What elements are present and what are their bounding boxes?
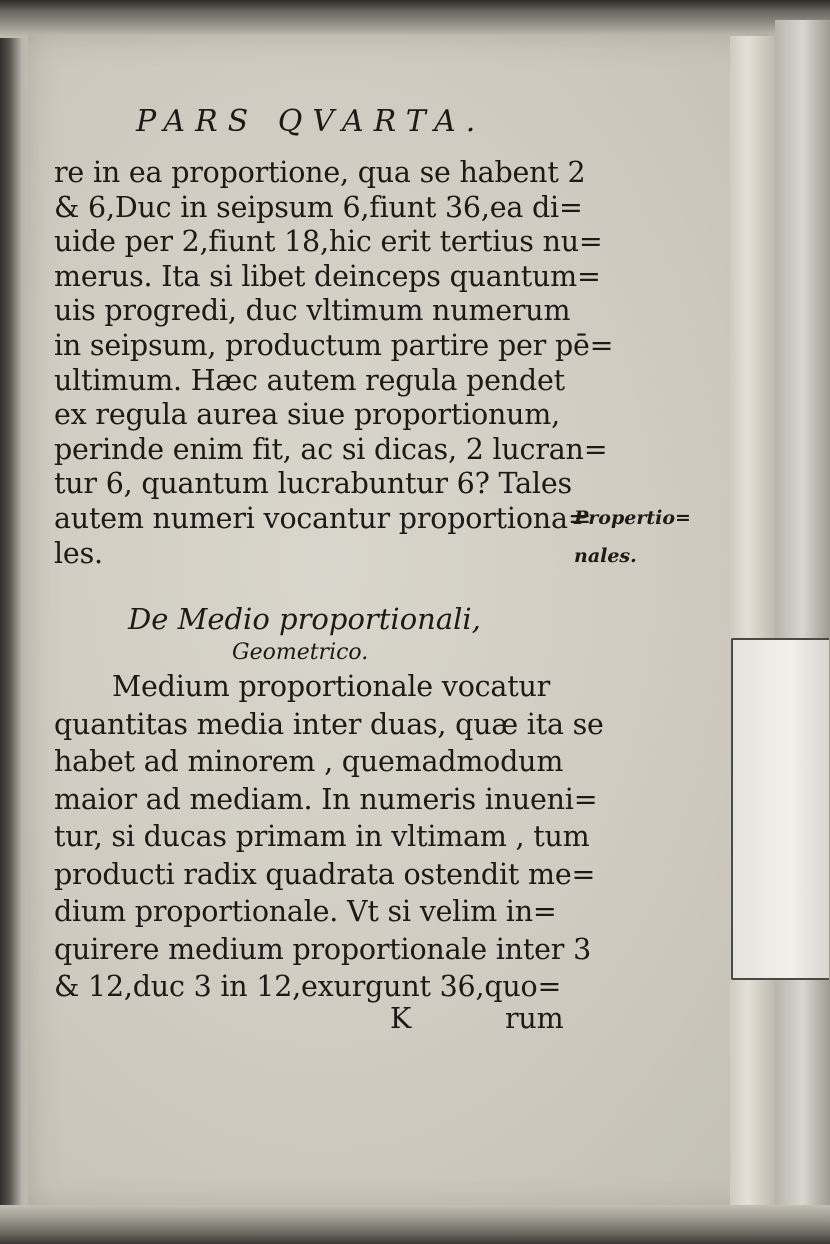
running-header: PARS QVARTA. [136, 104, 486, 139]
book-cover-board [775, 20, 830, 1225]
section-subtitle: Geometrico. [232, 640, 369, 665]
bottom-edge [0, 1205, 830, 1244]
text-line: tur, si ducas primam in vltimam , tum [54, 820, 590, 853]
signature-mark: K [390, 1002, 412, 1035]
section-title: De Medio proportionali, [128, 602, 481, 636]
text-line: in seipsum, productum partire per pē= [54, 329, 614, 362]
text-line: autem numeri vocantur proportiona= [54, 502, 592, 535]
top-edge [0, 0, 830, 38]
text-line: uis progredi, duc vltimum numerum [54, 294, 571, 328]
text-line: ultimum. Hæc autem regula pendet [54, 363, 565, 397]
text-line: merus. Ita si libet deinceps quantum= [54, 259, 601, 293]
marginal-note-line-2: nales. [574, 545, 637, 567]
text-line: maior ad mediam. In numeris inueni= [54, 782, 598, 816]
text-line: quirere medium proportionale inter 3 [54, 932, 592, 966]
text-line: Medium proportionale vocatur [112, 670, 551, 703]
text-line: ex regula aurea siue proportionum, [54, 398, 560, 432]
text-line: & 12,duc 3 in 12,exurgunt 36,quo= [54, 970, 562, 1003]
text-line: dium proportionale. Vt si velim in= [54, 895, 557, 928]
text-line: perinde enim fit, ac si dicas, 2 lucran= [54, 432, 608, 466]
catchword: rum [505, 1002, 564, 1035]
marginal-note-line-1: Propertio= [574, 507, 691, 529]
text-line: habet ad minorem , quemadmodum [54, 745, 564, 778]
page-fore-edge [730, 36, 775, 1206]
text-line: tur 6, quantum lucrabuntur 6? Tales [54, 467, 572, 501]
text-line: uide per 2,fiunt 18,hic erit tertius nu= [54, 225, 603, 259]
text-line: re in ea proportione, qua se habent 2 [54, 156, 586, 189]
text-line: les. [54, 536, 103, 570]
page-marker-tab [731, 638, 829, 980]
text-line: quantitas media inter duas, quæ ita se [54, 707, 604, 741]
text-line: producti radix quadrata ostendit me= [54, 857, 596, 891]
text-line: & 6,Duc in seipsum 6,fiunt 36,ea di= [54, 190, 583, 224]
